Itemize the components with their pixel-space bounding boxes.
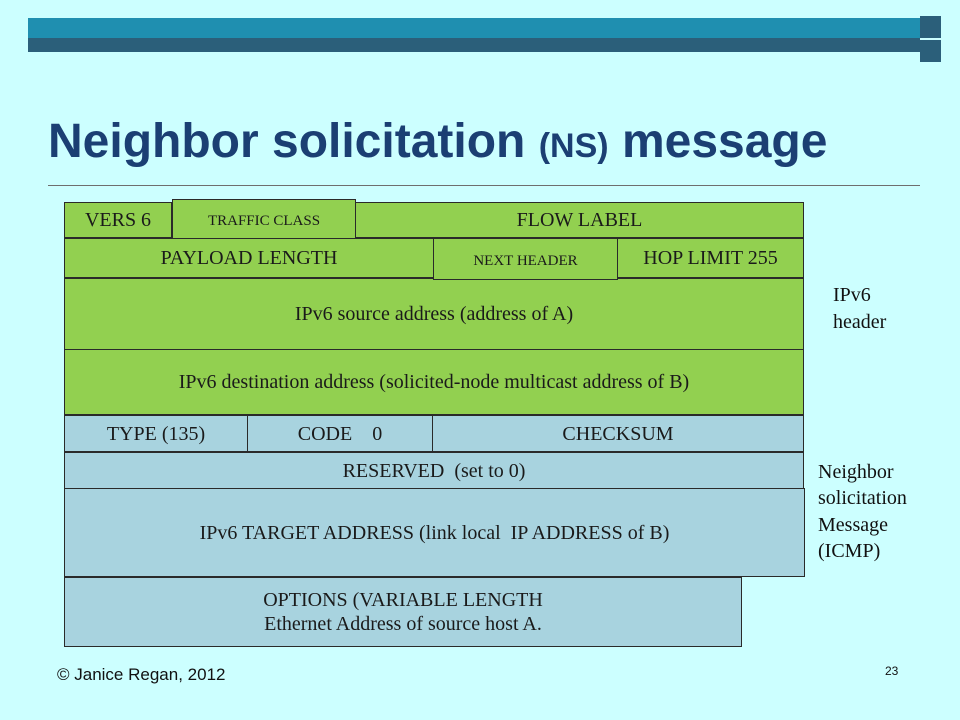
- field-options: [64, 577, 742, 647]
- field-checksum-label: CHECKSUM: [562, 422, 674, 445]
- field-payload-length: [64, 238, 434, 278]
- field-next-header-label: NEXT HEADER: [473, 253, 578, 269]
- label-ns-line1: Neighbor: [818, 461, 894, 483]
- field-checksum: [432, 415, 804, 452]
- field-target-address: [64, 488, 805, 577]
- field-source-address: [64, 278, 804, 350]
- field-destination-address: [64, 349, 804, 415]
- field-reserved-label: RESERVED (set to 0): [342, 459, 526, 482]
- field-vers-label: VERS 6: [84, 209, 152, 231]
- field-reserved: [64, 452, 804, 489]
- field-next-header: [433, 238, 618, 280]
- field-flow-label: [355, 202, 804, 238]
- slide-title: [48, 115, 828, 168]
- label-ns-line2: solicitation: [818, 487, 907, 510]
- title-paren: (NS): [538, 127, 609, 165]
- top-decoration-bar-dark: [28, 38, 920, 52]
- field-flow-label-text: FLOW LABEL: [516, 209, 643, 231]
- footer-copyright: © Janice Regan, 2012: [57, 665, 226, 684]
- label-ns-line3: Message: [818, 513, 888, 536]
- field-destination-address-label: IPv6 destination address (solicited-node multicast address of B): [178, 371, 690, 393]
- top-decoration-square-2: [920, 40, 941, 62]
- field-hop-limit-label: HOP LIMIT 255: [643, 247, 778, 269]
- top-decoration-bar-light: [28, 18, 941, 38]
- title-end: message: [621, 115, 828, 168]
- page-number: 23: [885, 664, 899, 678]
- label-ipv6-line2: header: [833, 311, 887, 333]
- label-neighbor-solicitation: [818, 459, 907, 565]
- field-payload-length-label: PAYLOAD LENGTH: [160, 247, 338, 269]
- field-target-address-label: IPv6 TARGET ADDRESS (link local IP ADDRESS of B): [199, 521, 670, 544]
- field-source-address-label: IPv6 source address (address of A): [294, 303, 574, 325]
- top-decoration-square-1: [920, 16, 941, 38]
- field-type-label: TYPE (135): [106, 422, 206, 445]
- field-traffic-class: [172, 199, 356, 239]
- field-code: [247, 415, 433, 452]
- title-underline: [48, 185, 920, 186]
- label-ipv6-line1: IPv6: [833, 284, 871, 306]
- field-vers: [64, 202, 172, 238]
- field-type: [64, 415, 248, 452]
- title-main: Neighbor solicitation: [48, 115, 526, 168]
- field-options-line1: OPTIONS (VARIABLE LENGTH: [263, 589, 543, 611]
- field-options-line2: Ethernet Address of source host A.: [264, 613, 542, 635]
- label-ipv6-header: [833, 282, 886, 336]
- label-ns-line4: (ICMP): [818, 540, 881, 563]
- field-traffic-class-label: TRAFFIC CLASS: [207, 213, 321, 229]
- field-hop-limit: [617, 238, 804, 278]
- field-code-label: CODE 0: [297, 422, 383, 445]
